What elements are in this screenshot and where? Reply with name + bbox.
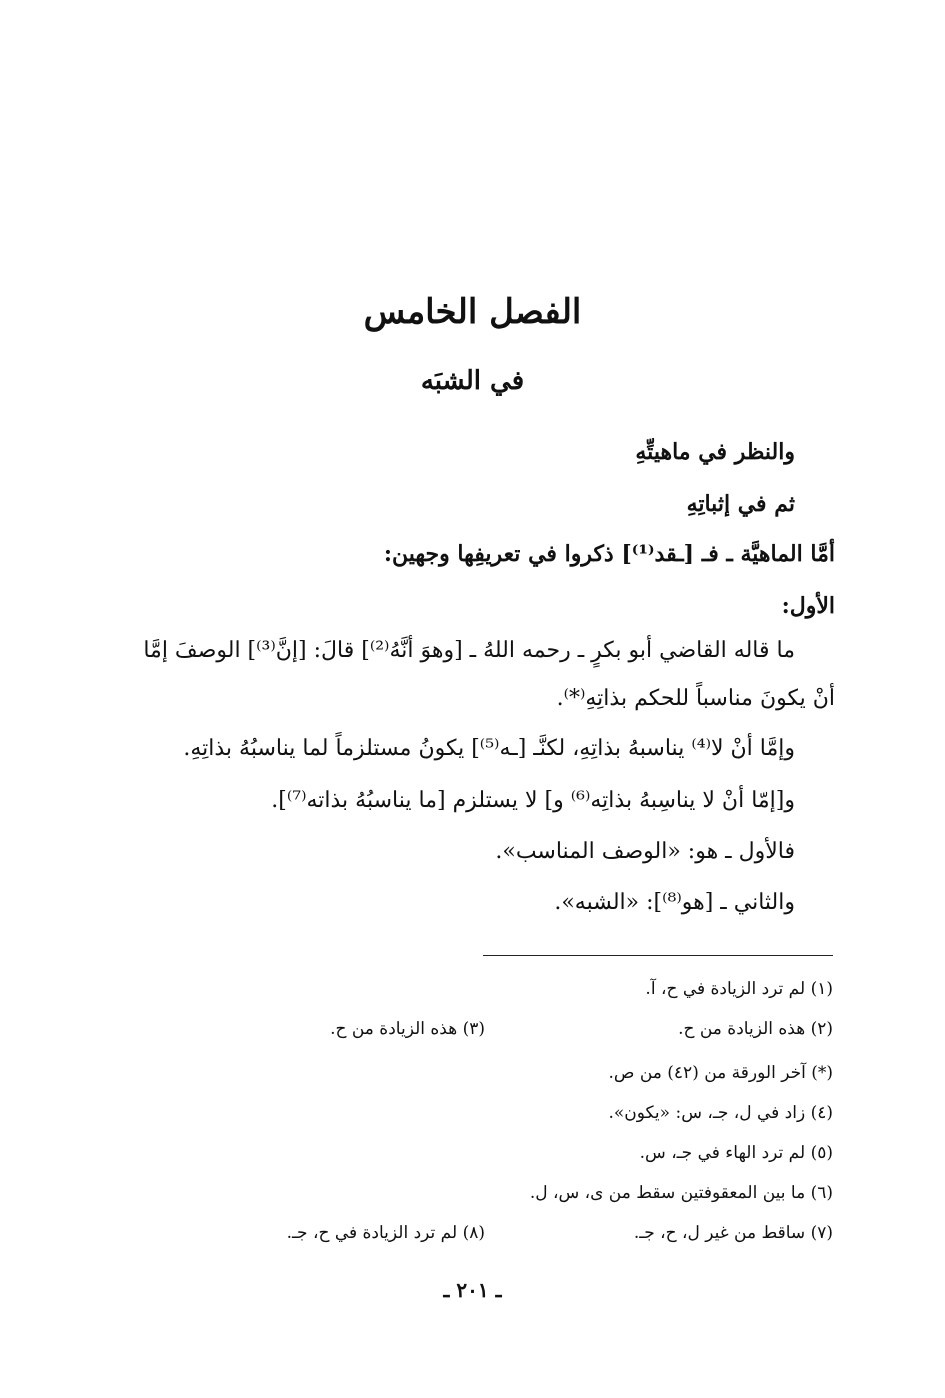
footnote-6: (٦) ما بين المعقوفتين سقط من ى، س، ل. <box>529 1183 833 1203</box>
body-line-5: ما قاله القاضي أبو بكرٍ ـ رحمه اللهُ ـ [وهوَ أنَّهُ⁽²⁾] قالَ: [إنَّ⁽³⁾] الوصفَ إمَّا <box>143 638 795 663</box>
footnote-4: (٤) زاد في ل، جـ، س: «يكون». <box>608 1103 833 1123</box>
footnote-2: (٢) هذه الزيادة من ح. <box>678 1019 833 1039</box>
section-heading-first: الأول: <box>781 593 835 619</box>
body-line-7: وإمَّا أنْ لا⁽⁴⁾ يناسبهُ بذاتِهِ، لكنَّـ [ـه⁽⁵⁾] يكونُ مستلزماً لما يناسبُهُ بذاتِهِ. <box>183 736 795 761</box>
body-line-3: أمَّا الماهيَّة ـ فـ [ـقد⁽¹⁾] ذكروا في تعريفِها وجهين: <box>383 541 835 567</box>
body-line-10: والثاني ـ [هو⁽⁸⁾]: «الشبه». <box>554 890 795 915</box>
footnote-separator <box>483 955 833 956</box>
footnote-8: (٨) لم ترد الزيادة في ح، جـ. <box>286 1223 485 1243</box>
body-line-6: أنْ يكونَ مناسباً للحكم بذاتِهِ⁽*⁾. <box>556 686 835 711</box>
footnote-3: (٣) هذه الزيادة من ح. <box>330 1019 485 1039</box>
footnote-5: (٥) لم ترد الهاء في جـ، س. <box>639 1143 833 1163</box>
page-number: ـ ٢٠١ ـ <box>443 1278 502 1302</box>
chapter-title: الفصل الخامس <box>363 292 582 332</box>
footnote-7: (٧) ساقط من غير ل، ح، جـ. <box>633 1223 833 1243</box>
body-line-9: فالأول ـ هو: «الوصف المناسب». <box>495 839 795 864</box>
footnote-1: (١) لم ترد الزيادة في ح، آ. <box>645 979 833 999</box>
chapter-subtitle: في الشبَه <box>420 366 525 396</box>
body-line-8: و[إمّا أنْ لا يناسِبهُ بذاتِه⁽⁶⁾ و] لا يستلزم [ما يناسبُهُ بذاته⁽⁷⁾]. <box>271 788 795 813</box>
body-line-2: ثم في إثباتِهِ <box>686 491 795 517</box>
footnote-star: (*) آخر الورقة من (٤٢) من ص. <box>608 1063 833 1083</box>
body-line-1: والنظر في ماهيتِّهِ <box>635 439 795 465</box>
